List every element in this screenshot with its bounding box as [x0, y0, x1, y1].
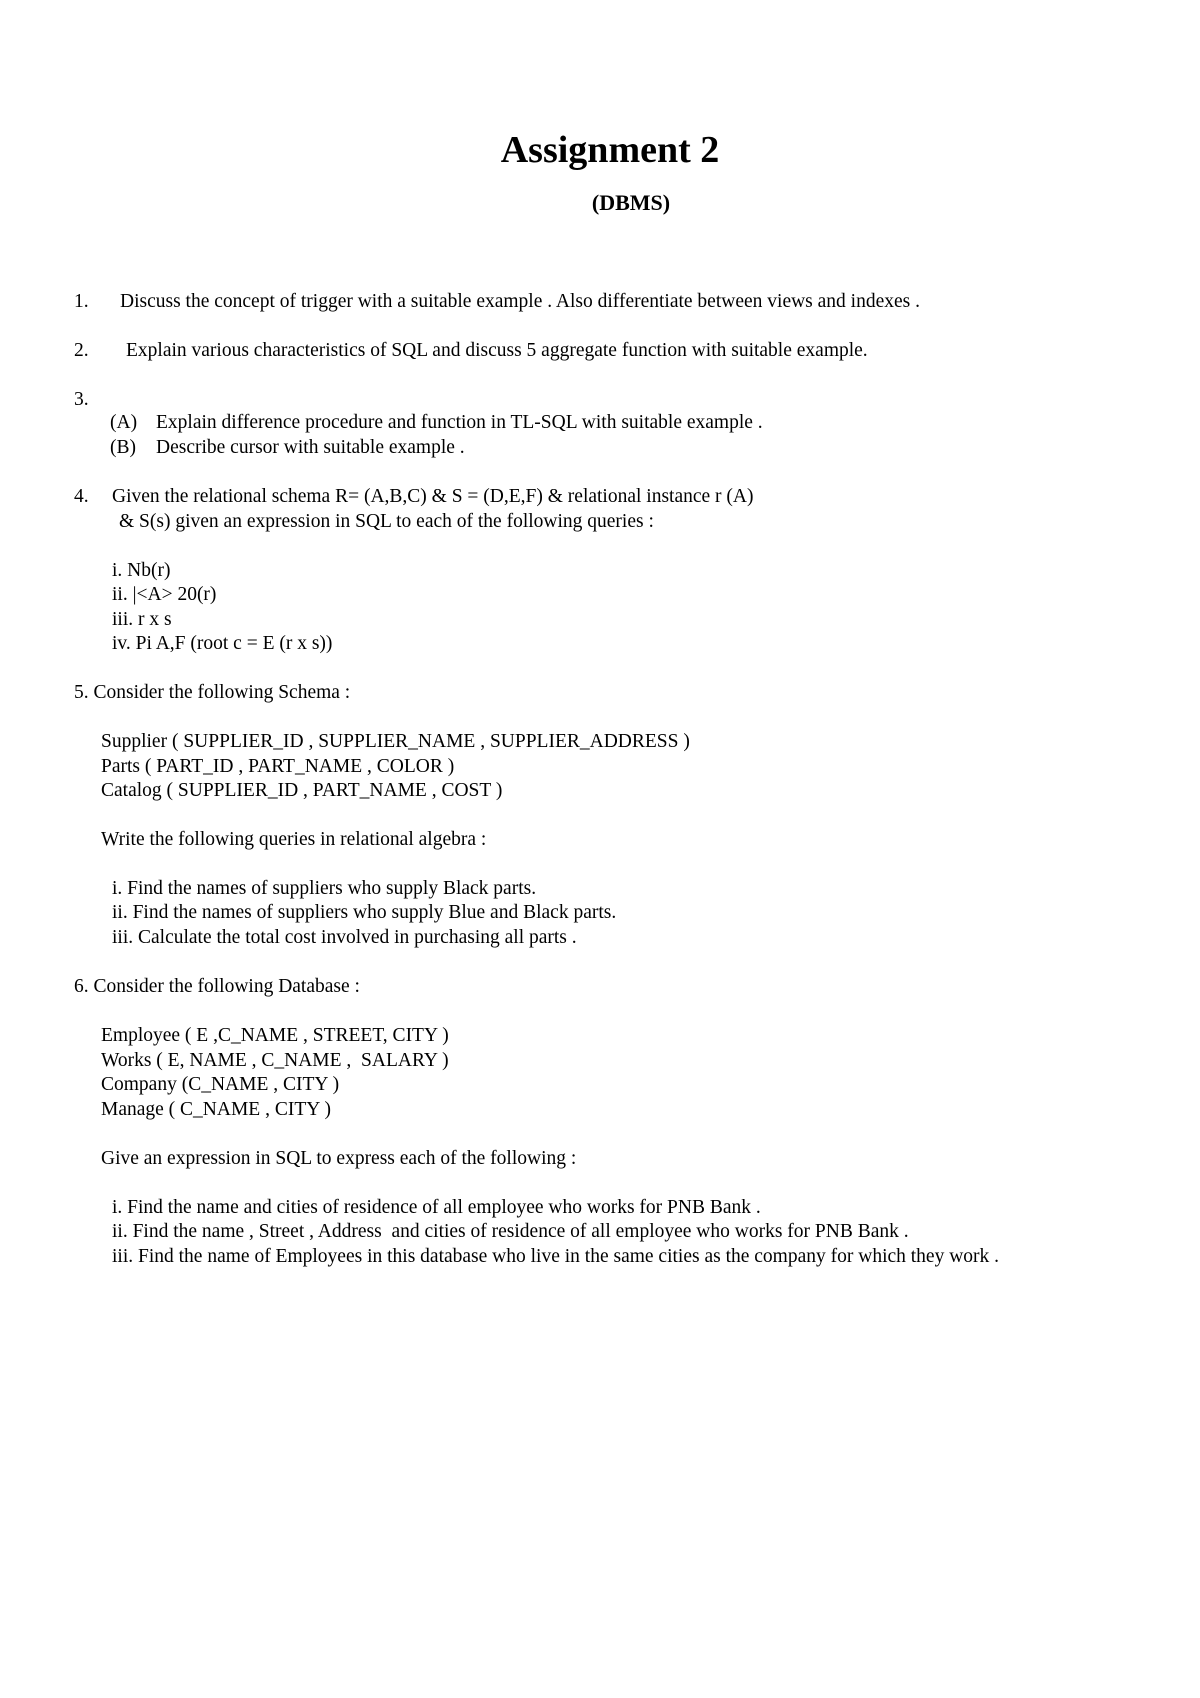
- q6-heading: 6. Consider the following Database :: [74, 976, 360, 997]
- page-subtitle: (DBMS): [591, 190, 671, 215]
- q6-schema-line: Manage ( C_NAME , CITY ): [101, 1099, 331, 1120]
- q6-instruction: Give an expression in SQL to express each of the following :: [101, 1148, 577, 1169]
- q4-item: ii. |<A> 20(r): [112, 584, 217, 605]
- q5-schema-line: Supplier ( SUPPLIER_ID , SUPPLIER_NAME , SUPPLIER_ADDRESS ): [101, 731, 690, 752]
- q1-text: Discuss the concept of trigger with a suitable example . Also differentiate between views and indexes .: [120, 291, 920, 312]
- q4-line-2: & S(s) given an expression in SQL to each of the following queries :: [119, 511, 654, 532]
- q3-b-label: (B): [110, 437, 136, 458]
- q4-number: 4.: [74, 486, 89, 507]
- q3-a-label: (A): [110, 412, 138, 433]
- q5-schema-line: Parts ( PART_ID , PART_NAME , COLOR ): [101, 756, 455, 777]
- q2-number: 2.: [74, 340, 89, 361]
- q6-item: iii. Find the name of Employees in this database who live in the same cities as the company for which they work .: [112, 1246, 1000, 1267]
- page-title: Assignment 2: [500, 129, 720, 171]
- q4-item: iv. Pi A,F (root c = E (r x s)): [112, 633, 333, 654]
- q5-instruction: Write the following queries in relational algebra :: [101, 829, 487, 850]
- q2-text: Explain various characteristics of SQL and discuss 5 aggregate function with suitable example.: [126, 340, 868, 361]
- q3-a-text: Explain difference procedure and function in TL-SQL with suitable example .: [156, 412, 763, 433]
- q6-item: ii. Find the name , Street , Address and cities of residence of all employee who works for PNB Bank .: [112, 1221, 909, 1242]
- q5-schema-line: Catalog ( SUPPLIER_ID , PART_NAME , COST ): [101, 780, 503, 801]
- q6-schema-line: Employee ( E ,C_NAME , STREET, CITY ): [101, 1025, 449, 1046]
- q6-schema-line: Company (C_NAME , CITY ): [101, 1074, 340, 1095]
- q4-item: iii. r x s: [112, 609, 172, 630]
- q4-line-1: Given the relational schema R= (A,B,C) & S = (D,E,F) & relational instance r (A): [112, 486, 754, 507]
- q5-item: ii. Find the names of suppliers who supply Blue and Black parts.: [112, 902, 617, 923]
- q6-schema-line: Works ( E, NAME , C_NAME , SALARY ): [101, 1050, 449, 1071]
- q6-item: i. Find the name and cities of residence of all employee who works for PNB Bank .: [112, 1197, 761, 1218]
- q5-item: iii. Calculate the total cost involved in purchasing all parts .: [112, 927, 577, 948]
- q3-b-text: Describe cursor with suitable example .: [156, 437, 465, 458]
- q5-heading: 5. Consider the following Schema :: [74, 682, 351, 703]
- q5-item: i. Find the names of suppliers who supply Black parts.: [112, 878, 537, 899]
- q4-item: i. Nb(r): [112, 560, 171, 581]
- q1-number: 1.: [74, 291, 89, 312]
- q3-number: 3.: [74, 389, 89, 410]
